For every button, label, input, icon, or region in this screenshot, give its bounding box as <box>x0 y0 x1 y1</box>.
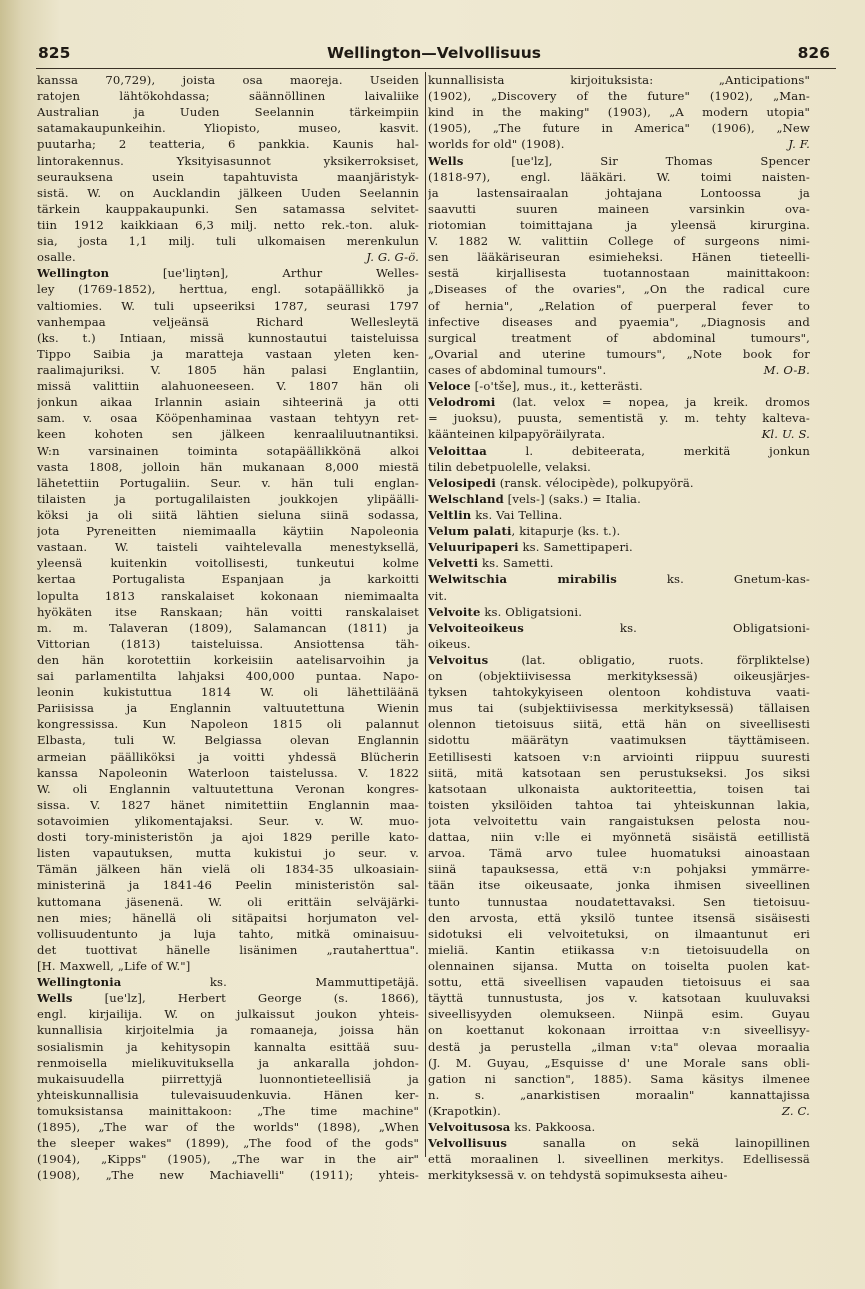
text-line: [H. Maxwell, „Life of W."] <box>37 959 191 974</box>
page-number-left: 825 <box>38 44 71 62</box>
page-header <box>38 38 830 64</box>
text-line: puutarha; 2 teatteria, 6 pankkia. Kaunis hal- <box>37 137 419 152</box>
text-line: renmoisella mielikuvituksella ja ankaralla johdon- <box>37 1055 419 1070</box>
text-line: m. m. Talaveran (1809), Salamancan (1811) ja <box>37 620 419 635</box>
text-line: saavutti suuren maineen varsinkin ova- <box>428 201 810 216</box>
text-line: Wellingtonia ks. Mammuttipetäjä. <box>37 975 419 990</box>
headword: Veloittaa <box>428 443 487 458</box>
text-line: (ks. t.) Intiaan, missä kunnostautui taisteluissa <box>37 330 419 345</box>
text-line: mus tai (subjektiivisessa merkityksessä) tällaisen <box>428 701 810 716</box>
text-line: Veloce [-o'tše], mus., it., ketterästi. <box>428 379 643 394</box>
text-line: lintorakennus. Yksityisasunnot yksikerroksiset, <box>37 153 419 168</box>
text-line: arvoa. Tämä arvo tulee huomatuksi ainoastaan <box>428 846 810 861</box>
text-line: cases of abdominal tumours". M. O-B. <box>428 362 810 377</box>
text-line: siinä tapauksessa, että v:n pohjaksi ymmärre- <box>428 862 810 877</box>
text-line: W. oli Englannin valtuutettuna Veronan kongres- <box>37 781 419 796</box>
headword: Velum palati <box>428 524 512 539</box>
text-line: Tämän jälkeen hän vielä oli 1834-35 ulkoasiain- <box>37 862 419 877</box>
text-line: (1905), „The future in America" (1906), „New <box>428 121 810 136</box>
headword: Velvoitus <box>428 652 489 667</box>
text-line: raalimajuriksi. V. 1805 hän palasi Englantiin, <box>37 362 419 377</box>
headword: Velvoiteoikeus <box>428 620 524 635</box>
headword: Velvoitusosa <box>428 1120 511 1135</box>
text-line: sissa. V. 1827 hänet nimitettiin Englannin maa- <box>37 797 419 812</box>
text-line: Elbasta, tuli W. Belgiassa olevan Englannin <box>37 733 419 748</box>
text-line: Wellington [ue'liŋtən], Arthur Welles- <box>37 266 419 281</box>
text-line: (1902), „Discovery of the future" (1902), „Man- <box>428 89 810 104</box>
text-line: Veluuripaperi ks. Samettipaperi. <box>428 540 633 555</box>
text-line: sotavoimien ylikomentajaksi. Seur. v. W. muo- <box>37 814 419 829</box>
text-line: kertaa Portugalista Espanjaan ja karkoitti <box>37 572 419 587</box>
text-line: jota Pyreneitten niemimaalla käytiin Napoleonia <box>37 524 419 539</box>
text-line: sidotuksi eli velvoitetuksi, on ilmaantunut eri <box>428 926 810 941</box>
text-line: armeian päälliköksi ja voitti yhdessä Blücherin <box>37 749 419 764</box>
text-line: Vittorian (1813) taisteluissa. Ansiottensa täh- <box>37 636 419 651</box>
text-line: sottu, että siveellisen vapauden tietoisuus ei saa <box>428 975 810 990</box>
text-line: sai parlamentilta lahjaksi 400,000 puntaa. Napo- <box>37 669 419 684</box>
headword: Velvetti <box>428 556 479 571</box>
text-line: vastaan. W. taisteli vaihtelevalla menestyksellä, <box>37 540 419 555</box>
right-column <box>428 72 810 1184</box>
text-line: vollisuudentunto ja luja tahto, mitkä ominaisuu- <box>37 926 419 941</box>
header-rule <box>36 68 836 69</box>
headword: Wells <box>428 153 464 168</box>
column-divider <box>425 72 426 1157</box>
text-line: osalle. J. G. G-ö. <box>37 250 419 265</box>
text-line: jonkun aikaa Irlannin asiain sihteerinä ja otti <box>37 395 419 410</box>
text-line: että moraalinen l. siveellinen merkitys. Edellisessä <box>428 1152 810 1167</box>
text-line: tyksen tahtokykyiseen olentoon kohdistuva vaati- <box>428 685 810 700</box>
text-line: Velvoitus (lat. obligatio, ruots. förpliktelse) <box>428 652 810 667</box>
text-line: satamakaupunkeihin. Yliopisto, museo, kasvit. <box>37 121 419 136</box>
text-line: n. s. „anarkistisen moraalin" kannattajissa <box>428 1087 810 1102</box>
text-line: siveellisyyden olemukseen. Niinpä esim. Guyau <box>428 1007 810 1022</box>
text-line: toisten yksilöiden tahtoa tai yhteiskunnan lakia, <box>428 797 810 812</box>
text-line: sam. v. osaa Kööpenhaminaa vastaan tehtyyn ret- <box>37 411 419 426</box>
text-line: katsotaan ulkonaista auktoriteettia, toisen tai <box>428 781 810 796</box>
text-line: Velosipedi (ransk. vélocipède), polkupyörä. <box>428 475 694 490</box>
text-line: den arvosta, että yksilö tuntee itsensä sisäisesti <box>428 910 810 925</box>
text-line: surgical treatment of abdominal tumours", <box>428 330 810 345</box>
text-line: lopulta 1813 ranskalaiset kokonaan niemimaalta <box>37 588 419 603</box>
headword: Veluuripaperi <box>428 540 519 555</box>
text-line: mukaisuudella piirrettyjä luonnontieteellisiä ja <box>37 1071 419 1086</box>
text-line: tiin 1912 kaikkiaan 6,3 milj. netto rek.-ton. aluk- <box>37 217 419 232</box>
text-line: olennon tietoisuus siitä, että hän on siveellisesti <box>428 717 810 732</box>
text-line: Pariisissa ja Englannin valtuutettuna Wienin <box>37 701 419 716</box>
text-line: Veloittaa l. debiteerata, merkitä jonkun <box>428 443 810 458</box>
text-line: Tippo Saibia ja maratteja vastaan yleten ken- <box>37 346 419 361</box>
text-line: det tuottivat hänelle lisänimen „rautaherttua". <box>37 942 419 957</box>
text-line: „Ovarial and uterine tumours", „Note book for <box>428 346 810 361</box>
text-line: ja lastensairaalan johtajana Lontoossa ja <box>428 185 810 200</box>
text-line: Velodromi (lat. velox = nopea, ja kreik. dromos <box>428 395 810 410</box>
text-line: sidottu määrätyn vaatimuksen täyttämiseen. <box>428 733 810 748</box>
headword: Wellingtonia <box>37 975 122 990</box>
left-column <box>37 72 419 1184</box>
text-line: kind in the making" (1903), „A modern utopia" <box>428 105 810 120</box>
author-signature: Z. C. <box>781 1104 810 1118</box>
text-line: jota velvoitettu vain rangaistuksen pelosta nou- <box>428 814 810 829</box>
running-title: Wellington—Velvollisuus <box>327 44 541 62</box>
text-line: dosti tory-ministeristön ja ajoi 1829 perille kato- <box>37 830 419 845</box>
text-line: tään itse oikeusaate, jonka ihmisen siveellinen <box>428 878 810 893</box>
text-line: Veltlin ks. Vai Tellina. <box>428 507 563 522</box>
text-line: kongressissa. Kun Napoleon 1815 oli palannut <box>37 717 419 732</box>
text-line: den hän korotettiin korkeisiin aatelisarvoihin ja <box>37 652 419 667</box>
headword: Veloce <box>428 379 471 394</box>
text-line: keen kohoten sen jälkeen kenraaliluutnantiksi. <box>37 427 419 442</box>
author-signature: Kl. U. S. <box>761 427 810 442</box>
text-line: the sleeper wakes" (1899), „The food of the gods" <box>37 1136 419 1151</box>
headword: Velvoite <box>428 604 481 619</box>
headword: Velvollisuus <box>428 1136 508 1151</box>
text-line: (1818-97), engl. lääkäri. W. toimi naisten- <box>428 169 810 184</box>
text-line: Australian ja Uuden Seelannin tärkeimpiin <box>37 105 419 120</box>
text-line: on koettanut kokonaan irroittaa v:n siveellisyy- <box>428 1023 810 1038</box>
text-line: W:n varsinainen toiminta sotapäällikkönä alkoi <box>37 443 419 458</box>
text-line: V. 1882 W. valittiin College of surgeons nimi- <box>428 234 810 249</box>
text-line: Velum palati, kitapurje (ks. t.). <box>428 524 621 539</box>
text-line: tunto tunnustaa noudatettavaksi. Sen tietoisuu- <box>428 894 810 909</box>
text-line: sistä. W. on Aucklandin jälkeen Uuden Seelannin <box>37 185 419 200</box>
text-line: (Krapotkin). Z. C. <box>428 1104 810 1118</box>
text-line: (1904), „Kipps" (1905), „The war in the air" <box>37 1152 419 1167</box>
text-line: valtiomies. W. tuli upseeriksi 1787, seurasi 1797 <box>37 298 419 313</box>
text-line: destä ja perustella „ilman v:ta" olevaa moraalia <box>428 1039 810 1054</box>
text-line: Welschland [vels-] (saks.) = Italia. <box>428 491 641 506</box>
text-line: leonin kukistuttua 1814 W. oli lähettiläänä <box>37 685 419 700</box>
text-line: Eetillisesti katsoen v:n arviointi riippuu suuresti <box>428 749 810 764</box>
text-line: on (objektiivisessa merkityksessä) oikeusjärjes- <box>428 669 810 684</box>
text-line: sia, josta 1,1 milj. tuli ulkomaisen merenkulun <box>37 234 419 249</box>
author-signature: J. G. G-ö. <box>366 250 419 265</box>
text-line: mieliä. Kantin etiikassa v:n tietoisuudella on <box>428 942 810 957</box>
text-line: kunnallisista kirjoituksista: „Anticipations" <box>428 73 810 87</box>
text-line: Velvoitusosa ks. Pakkoosa. <box>428 1120 596 1135</box>
text-line: hyökäten itse Ranskaan; hän voitti ranskalaiset <box>37 604 419 619</box>
text-line: missä valittiin alahuoneeseen. V. 1807 hän oli <box>37 379 419 394</box>
text-line: täyttä tunnustusta, jos v. katsotaan kuuluvaksi <box>428 991 810 1006</box>
author-signature: J. F. <box>788 137 810 152</box>
text-line: (1908), „The new Machiavelli" (1911); yhteis- <box>37 1168 419 1183</box>
text-line: oikeus. <box>428 636 471 651</box>
text-line: yhteiskunnallisia tulevaisuudenkuvia. Hänen ker- <box>37 1087 419 1102</box>
text-line: kanssa Napoleonin Waterloon taistelussa. V. 1822 <box>37 765 419 780</box>
text-line: infective diseases and pyaemia", „Diagnosis and <box>428 314 810 329</box>
text-line: worlds for old" (1908). J. F. <box>428 137 810 152</box>
text-line: merkityksessä v. on tehdystä sopimuksesta aiheu- <box>428 1168 728 1183</box>
text-line: olennainen sijansa. Mutta on toiselta puolen kat- <box>428 959 810 974</box>
text-line: tärkein kauppakaupunki. Sen satamassa selvitet- <box>37 201 419 216</box>
text-line: = juoksu), puusta, sementistä y. m. tehty kalteva- <box>428 411 810 426</box>
text-line: vit. <box>428 588 448 603</box>
text-line: siitä, mitä katsotaan sen perustukseksi. Jos siksi <box>428 765 810 780</box>
text-line: engl. kirjailija. W. on julkaissut joukon yhteis- <box>37 1007 419 1022</box>
text-line: käänteinen kilpapyöräilyrata. Kl. U. S. <box>428 427 810 442</box>
text-line: vasta 1808, jolloin hän mukanaan 8,000 miestä <box>37 459 419 474</box>
text-line: Velvoite ks. Obligatsioni. <box>428 604 583 619</box>
text-line: (1895), „The war of the worlds" (1898), „When <box>37 1120 419 1135</box>
text-line: sestä kirjallisesta tuotannostaan mainittakoon: <box>428 266 810 281</box>
text-line: listen vapautuksen, mutta kukistui jo seur. v. <box>37 846 419 861</box>
text-line: dattaa, niin v:lle ei myönnetä sisäistä eetillistä <box>428 830 810 845</box>
text-line: vanhempaa veljeänsä Richard Wellesleytä <box>37 314 419 329</box>
text-line: kuttomana jäsenenä. W. oli erittäin selväjärki- <box>37 894 419 909</box>
author-signature: M. O-B. <box>763 362 810 377</box>
text-line: ratojen lähtökohdassa; säännöllinen laivaliike <box>37 89 419 104</box>
text-line: Welwitschia mirabilis ks. Gnetum-kas- <box>428 572 810 587</box>
text-line: kanssa 70,729), joista osa maoreja. Useiden <box>37 73 419 87</box>
text-line: seurauksena usein tapahtuvista maanjäristyk- <box>37 169 419 184</box>
text-line: Velvoiteoikeus ks. Obligatsioni- <box>428 620 810 635</box>
text-line: ley (1769-1852), herttua, engl. sotapäällikkö ja <box>37 282 419 297</box>
text-line: sen lääkäriseuran esimieheksi. Hänen tieteelli- <box>428 250 810 265</box>
text-line: lähetettiin Portugaliin. Seur. v. hän tuli englan- <box>37 475 419 490</box>
headword: Wells <box>37 991 73 1006</box>
text-line: kunnallisia kirjoitelmia ja romaaneja, joissa hän <box>37 1023 419 1038</box>
text-line: sosialismin ja kehitysopin kannalta esittää suu- <box>37 1039 419 1054</box>
text-line: yleensä kuitenkin voitollisesti, tunkeutui kolme <box>37 556 419 571</box>
text-line: tilin debetpuolelle, velaksi. <box>428 459 591 474</box>
text-line: Velvollisuus sanalla on sekä lainopillinen <box>428 1136 810 1151</box>
text-line: Wells [ue'lz], Herbert George (s. 1866), <box>37 991 419 1006</box>
text-line: riotomian toimittajana ja yleensä kirurgina. <box>428 217 810 232</box>
text-line: (J. M. Guyau, „Esquisse d' une Morale sans obli- <box>428 1055 810 1070</box>
text-line: Wells [ue'lz], Sir Thomas Spencer <box>428 153 810 168</box>
text-line: ministerinä ja 1841-46 Peelin ministeristön sal- <box>37 878 419 893</box>
page-number-right: 826 <box>797 44 830 62</box>
text-line: „Diseases of the ovaries", „On the radical cure <box>428 282 810 297</box>
headword: Wellington <box>37 266 110 281</box>
headword: Velodromi <box>428 395 496 410</box>
text-line: nen mies; hänellä oli sitäpaitsi horjumaton vel- <box>37 910 419 925</box>
headword: Welwitschia mirabilis <box>428 572 617 587</box>
headword: Welschland <box>428 491 504 506</box>
headword: Velosipedi <box>428 475 496 490</box>
headword: Veltlin <box>428 507 472 522</box>
text-line: tomuksistansa mainittakoon: „The time machine" <box>37 1104 419 1118</box>
text-line: of hernia", „Relation of puerperal fever to <box>428 298 810 313</box>
text-line: köksi ja oli siitä lähtien sieluna siinä sodassa, <box>37 507 419 522</box>
text-line: tilaisten ja portugalilaisten joukkojen ylipäälli- <box>37 491 419 506</box>
text-line: Velvetti ks. Sametti. <box>428 556 554 571</box>
text-line: gation ni sanction", 1885). Sama käsitys ilmenee <box>428 1071 810 1086</box>
